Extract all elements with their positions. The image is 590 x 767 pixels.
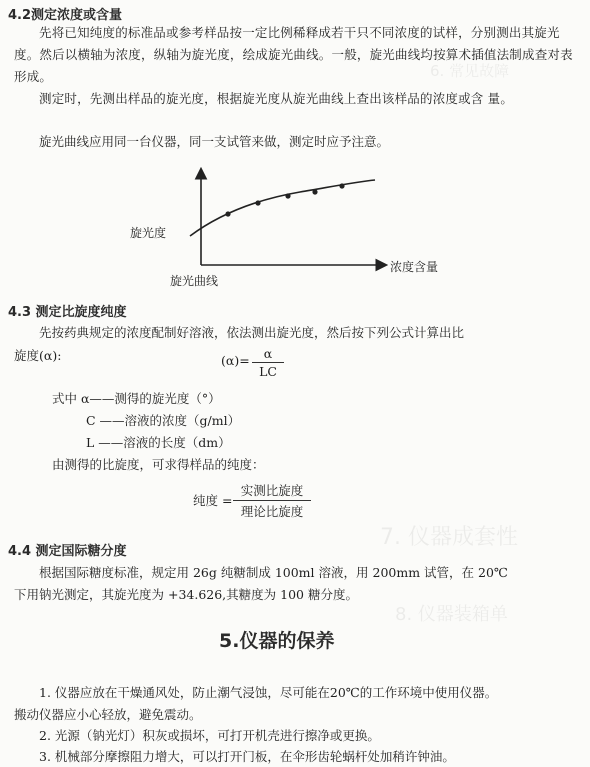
purity-numerator: 实测比旋度: [233, 481, 311, 501]
section-4-3-heading: 4.3 测定比旋度纯度: [8, 305, 127, 320]
section-4-2-paragraph-2: 测定时，先测出样品的旋光度，根据旋光度从旋光曲线上查出该样品的浓度或含 量。: [39, 91, 514, 106]
formula-numerator: α: [252, 346, 284, 363]
curve-point: [225, 211, 230, 216]
section-4-2-heading: 4.2测定浓度或含量: [8, 8, 123, 23]
y-axis-label: 旋光度: [130, 226, 167, 240]
maintenance-item-2: 2. 光源（钠光灯）积灰或损坏，可打开机壳进行擦净或更换。: [39, 728, 380, 743]
curve-point: [255, 200, 260, 205]
bleed-through-text: 6. 常见故障: [430, 62, 510, 80]
curve-point: [285, 193, 290, 198]
bleed-through-text: 7. 仪器成套性: [380, 525, 518, 550]
formula-legend-alpha: 式中 α——测得的旋光度（°）: [52, 391, 221, 406]
curve-point: [339, 183, 344, 188]
formula-legend-l: L ——溶液的长度（dm）: [86, 435, 231, 450]
calibration-curve: [190, 180, 375, 236]
specific-rotation-formula-lhs: (α)=: [221, 353, 250, 368]
purity-formula-lhs: 纯度 =: [193, 493, 233, 508]
maintenance-item-1-line-1: 1. 仪器应放在干燥通风处，防止潮气浸蚀，尽可能在20℃的工作环境中使用仪器。: [39, 685, 498, 700]
section-5-title: 5.仪器的保养: [219, 630, 335, 652]
purity-intro-text: 由测得的比旋度，可求得样品的纯度：: [52, 457, 265, 472]
section-4-2-paragraph-3: 旋光曲线应用同一台仪器，同一支试管来做，测定时应予注意。: [39, 134, 390, 149]
section-4-4-line-1: 根据国际糖度标准，规定用 26g 纯糖制成 100ml 溶液，用 200mm 试管，在 20℃: [39, 565, 508, 580]
formula-denominator: LC: [259, 364, 277, 379]
specific-rotation-formula-fraction: [252, 346, 284, 379]
maintenance-item-3: 3. 机械部分摩擦阻力增大，可以打开门板，在伞形齿轮蜗杆处加稍许钟油。: [39, 749, 455, 764]
formula-legend-c: C ——溶液的浓度（g/ml）: [86, 413, 241, 428]
maintenance-item-1-line-2: 搬动仪器应小心轻放，避免震动。: [14, 707, 202, 722]
section-4-3-paragraph-line-1: 先按药典规定的浓度配制好溶液，依法测出旋光度，然后按下列公式计算出比: [39, 325, 465, 340]
bleed-through-text: 8. 仪器装箱单: [395, 604, 508, 625]
section-4-4-line-2: 下用钠光测定，其旋光度为 +34.626,其糖度为 100 糖分度。: [14, 587, 358, 602]
section-4-4-heading: 4.4 测定国际糖分度: [8, 544, 127, 559]
curve-point: [312, 189, 317, 194]
purity-denominator: 理论比旋度: [240, 504, 304, 519]
purity-formula-fraction: [233, 481, 311, 520]
section-4-3-paragraph-line-2: 旋度(α):: [14, 348, 62, 363]
figure-caption: 旋光曲线: [170, 274, 219, 288]
x-axis-label: 浓度含量: [390, 260, 439, 274]
section-4-2-paragraph-1: 先将已知纯度的标准品或参考样品按一定比例稀释成若干只不同浓度的试样，分别测出其旋光度。然后以横轴为浓度，纵轴为旋光度，绘成旋光曲线。一般，旋光曲线均按算术插值法制成查对表形成。: [14, 25, 573, 84]
